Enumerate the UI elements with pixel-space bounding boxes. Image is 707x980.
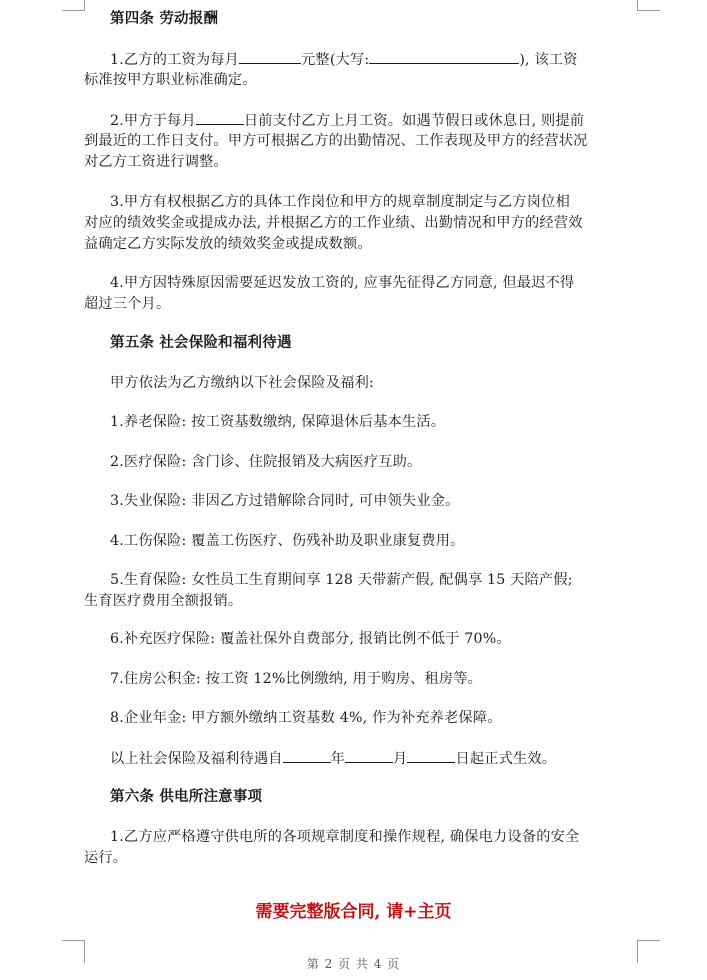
article5-item-unemployment: 3.失业保险: 非因乙方过错解除合同时, 可申领失业金。 [110,493,460,509]
article4-p1-line1 [110,49,578,70]
article4-p1-line2: 标准按甲方职业标准确定。 [84,72,257,88]
text-segment: 年 [330,751,346,767]
salary-uppercase-blank [369,49,519,64]
text-segment: 元整(大写: [301,52,370,68]
article5-item-pension: 1.养老保险: 按工资基数缴纳, 保障退休后基本生活。 [110,414,446,430]
article4-p2-line1 [110,110,584,131]
text-segment: 1.乙方的工资为每月 [110,52,240,68]
article5-heading: 第五条 社会保险和福利待遇 [110,334,292,351]
article5-item-injury: 4.工伤保险: 覆盖工伤医疗、伤残补助及职业康复费用。 [110,533,465,549]
article5-item-housing-fund: 7.住房公积金: 按工资 12%比例缴纳, 用于购房、租房等。 [110,671,483,687]
article4-p2-line2: 到最近的工作日支付。甲方可根据乙方的出勤情况、工作表现及甲方的经营状况 [84,133,588,149]
day-blank [407,748,455,763]
article5-item-medical: 2.医疗保险: 含门诊、住院报销及大病医疗互助。 [110,454,422,470]
article5-intro: 甲方依法为乙方缴纳以下社会保险及福利: [110,375,374,391]
text-segment: ), 该工资 [519,52,578,68]
article4-p3-line3: 益确定乙方实际发放的绩效奖金或提成数额。 [84,236,372,252]
salary-blank [239,49,301,64]
article4-p3-line2: 对应的绩效奖金或提成办法, 并根据乙方的工作业绩、出勤情况和甲方的经营效 [84,215,583,231]
payday-blank [196,110,244,125]
text-segment: 日前支付乙方上月工资。如遇节假日或休息日, 则提前 [243,113,585,129]
article6-p1-line1: 1.乙方应严格遵守供电所的各项规章制度和操作规程, 确保电力设备的安全 [110,829,580,845]
article5-effective-date [110,748,556,769]
article4-p4-line2: 超过三个月。 [84,296,171,312]
article4-p3-line1: 3.甲方有权根据乙方的具体工作岗位和甲方的规章制度制定与乙方岗位相 [110,194,570,210]
month-blank [345,748,393,763]
article5-item-supplementary-medical: 6.补充医疗保险: 覆盖社保外自费部分, 报销比例不低于 70%。 [110,631,511,647]
article6-p1-line2: 运行。 [84,850,128,866]
article4-p4-line1: 4.甲方因特殊原因需要延迟发放工资的, 应事先征得乙方同意, 但最迟不得 [110,275,575,291]
article5-item-maternity-line2: 生育医疗费用全额报销。 [84,593,243,609]
text-segment: 以上社会保险及福利待遇自 [110,751,283,767]
article4-heading: 第四条 劳动报酬 [110,10,219,27]
article5-item-maternity-line1: 5.生育保险: 女性员工生育期间享 128 天带薪产假, 配偶享 15 天陪产假; [110,572,573,588]
page-number-footer: 第 2 页 共 4 页 [306,957,401,971]
crop-mark-top-right [637,0,660,11]
crop-mark-top-left [62,0,85,11]
year-blank [283,748,331,763]
promo-notice: 需要完整版合同, 请+主页 [255,902,452,922]
text-segment: 日起正式生效。 [455,751,557,767]
article6-heading: 第六条 供电所注意事项 [110,788,263,805]
article5-item-annuity: 8.企业年金: 甲方额外缴纳工资基数 4%, 作为补充养老保障。 [110,710,502,726]
text-segment: 月 [393,751,408,767]
article4-p2-line3: 对乙方工资进行调整。 [84,154,228,170]
text-segment: 2.甲方于每月 [110,113,196,129]
